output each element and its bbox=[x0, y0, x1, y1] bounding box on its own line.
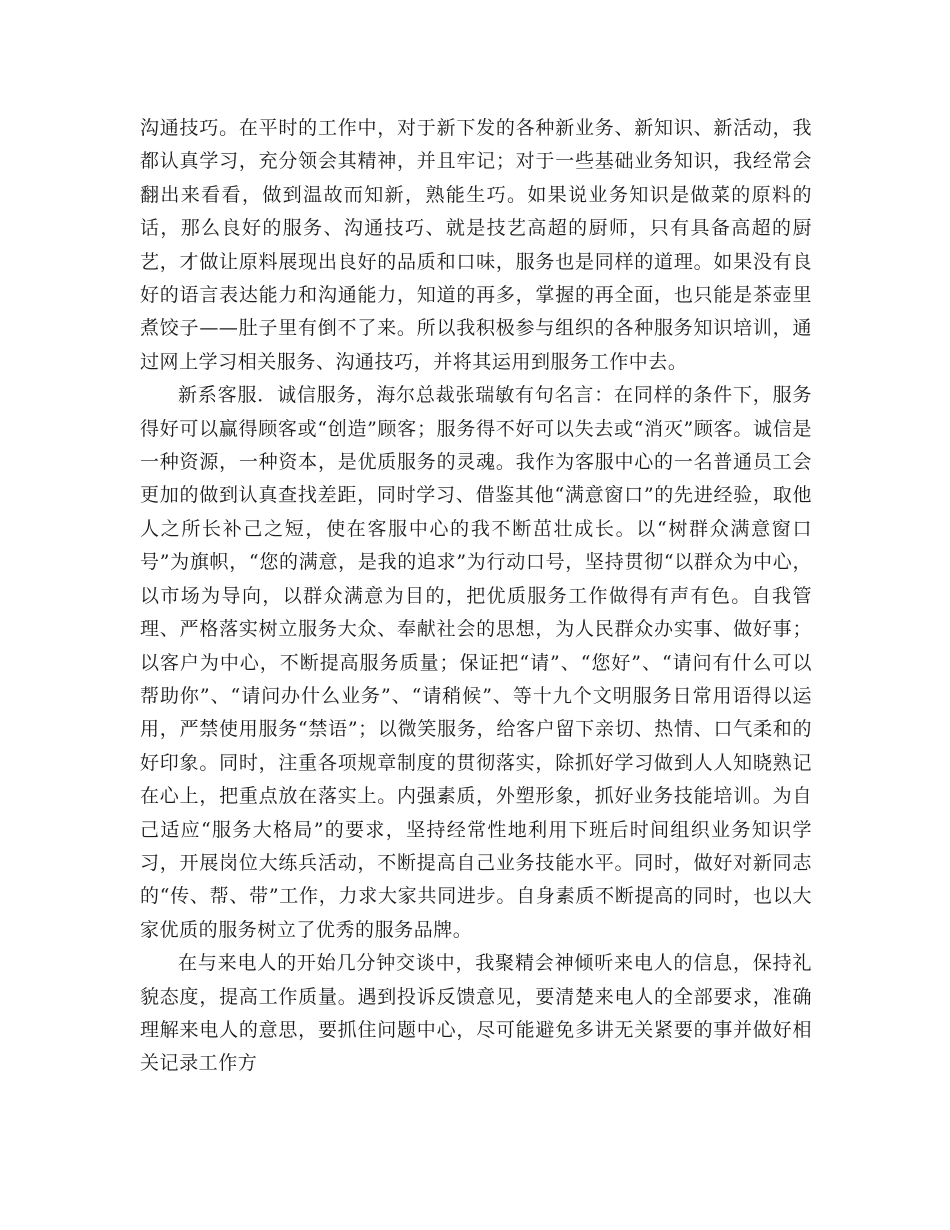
paragraph-caller-communication: 在与来电人的开始几分钟交谈中，我聚精会神倾听来电人的信息，保持礼貌态度，提高工作质量。遇到投诉反馈意见，要清楚来电人的全部要求，准确理解来电人的意思，要抓住问题中心，尽可能避免多讲无关紧要的事并做好相关记录工作方 bbox=[140, 952, 812, 1075]
paragraph-integrity-service: 新系客服．诚信服务，海尔总裁张瑞敏有句名言：在同样的条件下，服务得好可以赢得顾客或“创造”顾客；服务得不好可以失去或“消灭”顾客。诚信是一种资源，一种资本，是优质服务的灵魂。我作为客服中心的一名普通员工会更加的做到认真查找差距，同时学习、借鉴其他“满意窗口”的先进经验，取他人之所长补己之短，使在客服中心的我不断茁壮成长。以“树群众满意窗口号”为旗帜，“您的满意，是我的追求”为行动口号，坚持贯彻“以群众为中心，以市场为导向，以群众满意为目的，把优质服务工作做得有声有色。自我管理、严格落实树立服务大众、奉献社会的思想，为人民群众办实事、做好事；以客户为中心，不断提高服务质量；保证把“请”、“您好”、“请问有什么可以帮助你”、“请问办什么业务”、“请稍候”、等十九个文明服务日常用语得以运用，严禁使用服务“禁语”；以微笑服务，给客户留下亲切、热情、口气柔和的好印象。同时，注重各项规章制度的贯彻落实，除抓好学习做到人人知晓熟记在心上，把重点放在落实上。内强素质，外塑形象，抓好业务技能培训。为自己适应“服务大格局”的要求，坚持经常性地利用下班后时间组织业务知识学习，开展岗位大练兵活动，不断提高自己业务技能水平。同时，做好对新同志的“传、帮、带”工作，力求大家共同进步。自身素质不断提高的同时，也以大家优质的服务树立了优秀的服务品牌。 bbox=[140, 384, 812, 941]
paragraph-continuation: 沟通技巧。在平时的工作中，对于新下发的各种新业务、新知识、新活动，我都认真学习，充分领会其精神，并且牢记；对于一些基础业务知识，我经常会翻出来看看，做到温故而知新，熟能生巧。如果说业务知识是做菜的原料的话，那么良好的服务、沟通技巧、就是技艺高超的厨师，只有具备高超的厨艺，才做让原料展现出良好的品质和口味，服务也是同样的道理。如果没有良好的语言表达能力和沟通能力，知道的再多，掌握的再全面，也只能是茶壶里煮饺子——肚子里有倒不了来。所以我积极参与组织的各种服务知识培训，通过网上学习相关服务、沟通技巧，并将其运用到服务工作中去。 bbox=[140, 117, 812, 373]
document-page bbox=[140, 112, 812, 1081]
